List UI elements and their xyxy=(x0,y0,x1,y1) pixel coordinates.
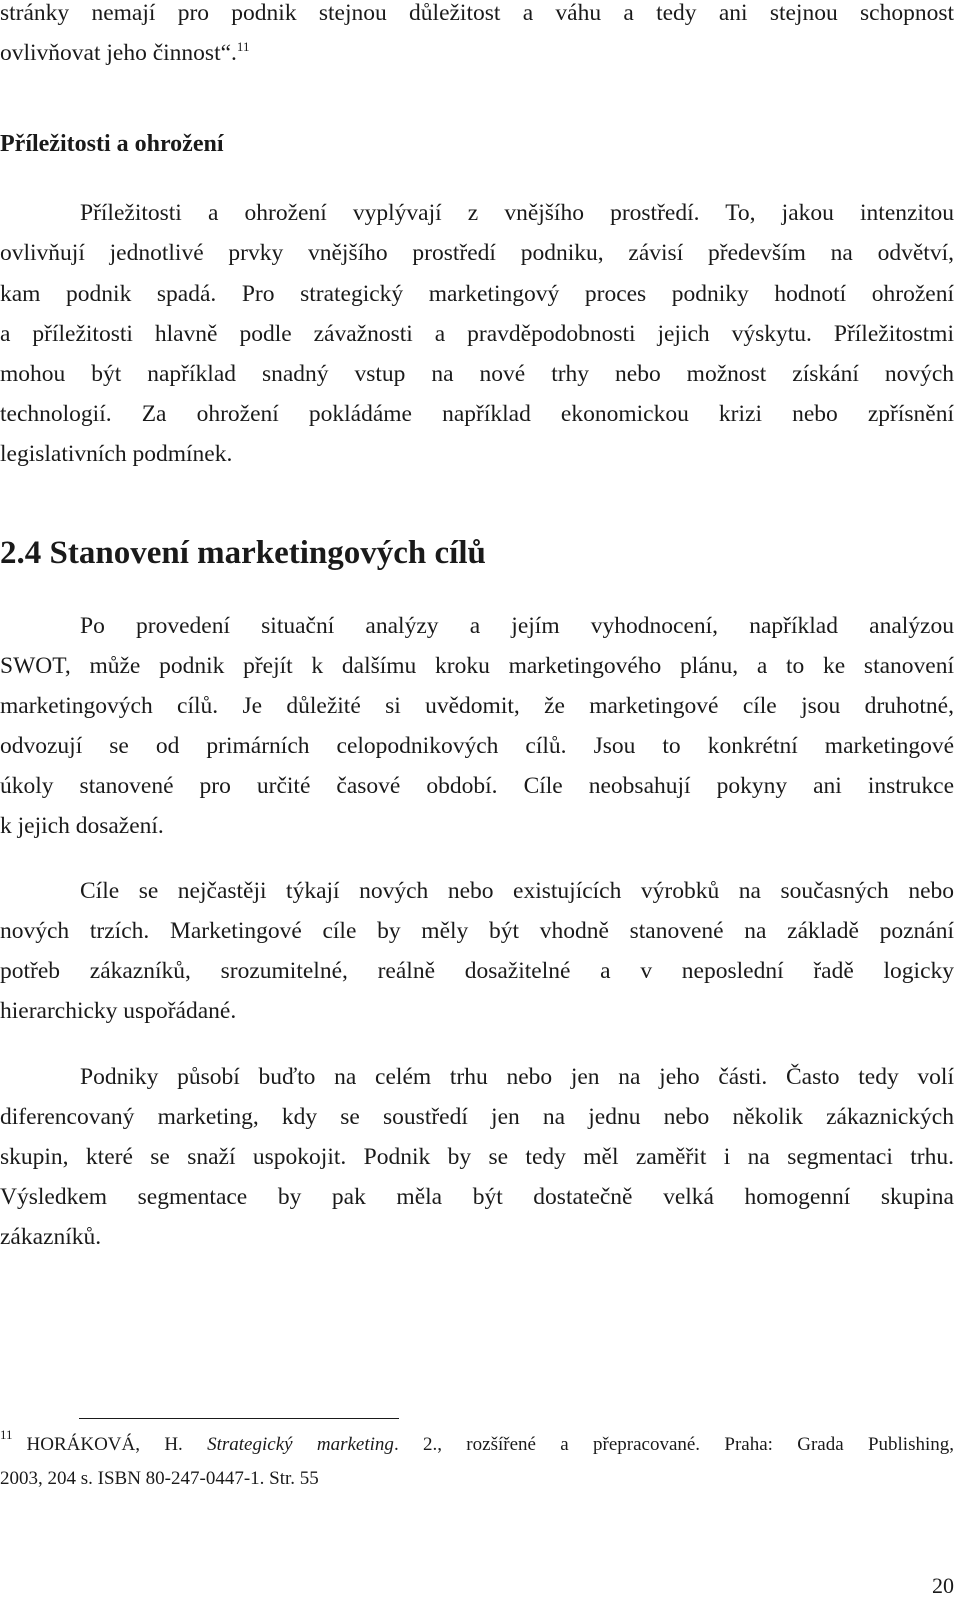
text-line: skupin, které se snaží uspokojit. Podnik by se tedy měl zaměřit i na segmentaci trhu. xyxy=(0,1144,954,1170)
text-line: Podniky působí buďto na celém trhu nebo jen na jeho části. Často tedy volí xyxy=(80,1064,954,1090)
footnote-reference: 11 xyxy=(236,39,250,54)
page-number: 20 xyxy=(932,1573,954,1598)
footnote-line xyxy=(0,1427,954,1463)
text-line: technologií. Za ohrožení pokládáme například ekonomickou krizi nebo zpřísnění xyxy=(0,401,954,427)
text-line: k jejich dosažení. xyxy=(0,813,164,839)
subheading-opportunities: Příležitosti a ohrožení xyxy=(0,131,224,157)
text-line: zákazníků. xyxy=(0,1224,102,1250)
footnote-number: 11 xyxy=(0,1427,13,1442)
text-line: hierarchicky uspořádané. xyxy=(0,998,237,1024)
text-line xyxy=(0,33,954,73)
footnote-separator xyxy=(79,1418,399,1419)
text-line: Cíle se nejčastěji týkají nových nebo existujících výrobků na současných nebo xyxy=(80,878,954,904)
text-line: Příležitosti a ohrožení vyplývají z vnějšího prostředí. To, jakou intenzitou xyxy=(80,200,954,226)
text-line: marketingových cílů. Je důležité si uvědomit, že marketingové cíle jsou druhotné, xyxy=(0,693,954,719)
text-line: SWOT, může podnik přejít k dalšímu kroku marketingového plánu, a to ke stanovení xyxy=(0,653,954,679)
text-line: mohou být například snadný vstup na nové trhy nebo možnost získání nových xyxy=(0,361,954,387)
footnote-title: Strategický marketing xyxy=(207,1434,394,1455)
footnote-line: 2003, 204 s. ISBN 80-247-0447-1. Str. 55 xyxy=(0,1468,319,1489)
text-line: stránky nemají pro podnik stejnou důležitost a váhu a tedy ani stejnou schopnost xyxy=(0,0,954,26)
text-line: Výsledkem segmentace by pak měla být dostatečně velká homogenní skupina xyxy=(0,1184,954,1210)
footnote-details: . 2., rozšířené a přepracované. Praha: Grada Publishing, xyxy=(393,1434,954,1455)
text-line: nových trzích. Marketingové cíle by měly být vhodně stanovené na základě poznání xyxy=(0,918,954,944)
text-line: diferencovaný marketing, kdy se soustředí jen na jednu nebo několik zákaznických xyxy=(0,1104,954,1130)
footnote-author: HORÁKOVÁ, H. xyxy=(26,1434,183,1455)
text-line: legislativních podmínek. xyxy=(0,441,233,467)
text-line: a příležitosti hlavně podle závažnosti a pravděpodobnosti jejich výskytu. Příležitostmi xyxy=(0,321,954,347)
text-line-content: ovlivňovat jeho činnost“. xyxy=(0,40,237,66)
text-line: ovlivňují jednotlivé prvky vnějšího prostředí podniku, závisí především na odvětví, xyxy=(0,240,954,266)
section-heading: 2.4 Stanovení marketingových cílů xyxy=(0,535,486,571)
text-line: kam podnik spadá. Pro strategický marketingový proces podniky hodnotí ohrožení xyxy=(0,281,954,307)
text-line: potřeb zákazníků, srozumitelné, reálně dosažitelné a v neposlední řadě logicky xyxy=(0,958,954,984)
text-line: úkoly stanovené pro určité časové období. Cíle neobsahují pokyny ani instrukce xyxy=(0,773,954,799)
text-line: odvozují se od primárních celopodnikových cílů. Jsou to konkrétní marketingové xyxy=(0,733,954,759)
text-line: Po provedení situační analýzy a jejím vyhodnocení, například analýzou xyxy=(80,613,954,639)
